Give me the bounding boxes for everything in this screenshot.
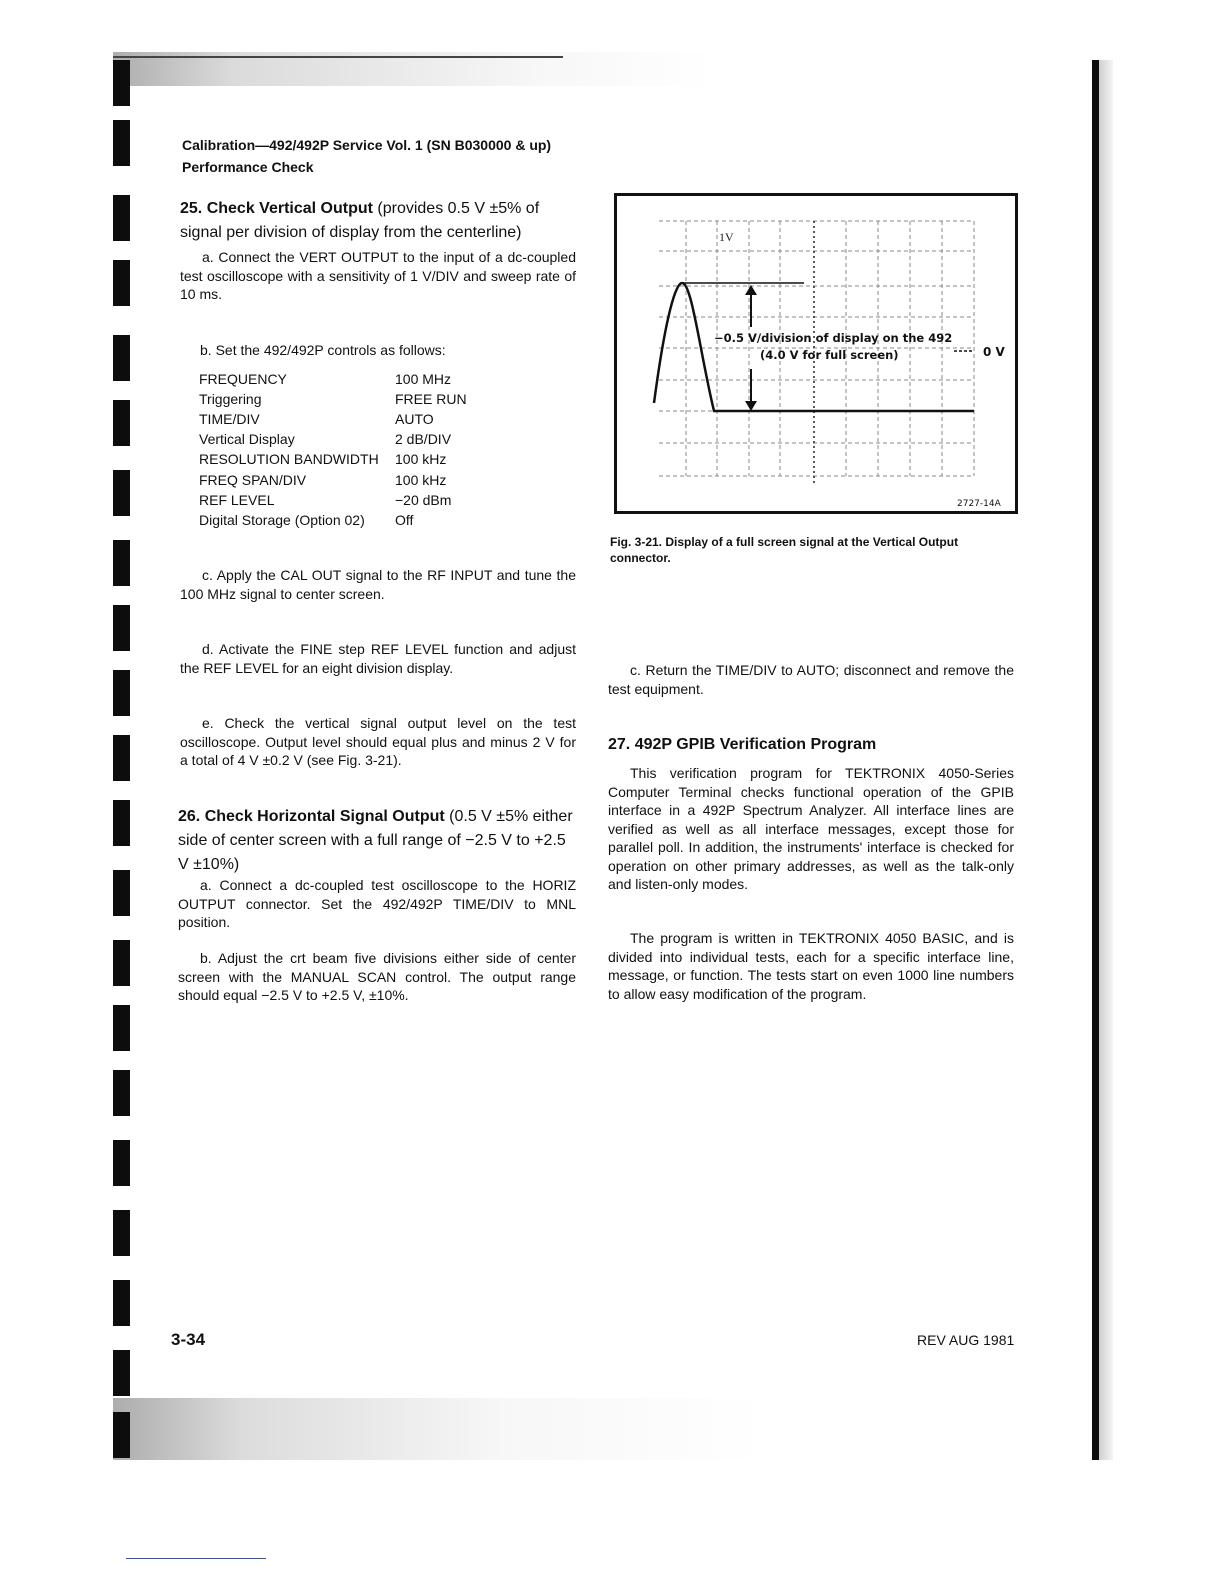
control-name: Vertical Display xyxy=(199,431,295,448)
step-26-b: b. Adjust the crt beam five divisions either side of center screen with the MANUAL SCAN control. The output range should equal −2.5 V to +2.5 V, ±10%. xyxy=(178,950,576,1003)
running-subheader: Performance Check xyxy=(182,159,314,175)
oscilloscope-figure xyxy=(614,193,1018,514)
binder-mark xyxy=(113,1210,130,1256)
scan-shadow-right xyxy=(1099,60,1113,1460)
binder-mark xyxy=(113,1070,130,1116)
control-name: REF LEVEL xyxy=(199,491,275,508)
control-name: Triggering xyxy=(199,391,262,408)
binder-mark xyxy=(113,400,130,446)
step-26-heading xyxy=(178,805,576,877)
control-name: FREQ SPAN/DIV xyxy=(199,471,307,488)
step-26-a: a. Connect a dc-coupled test oscilloscope to the HORIZ OUTPUT connector. Set the 492/492P TIME/DIV to MNL position. xyxy=(178,877,576,930)
binder-mark xyxy=(113,605,130,651)
page-number: 3-34 xyxy=(171,1330,206,1349)
control-name: Digital Storage (Option 02) xyxy=(199,511,365,528)
step-25-heading xyxy=(180,197,576,245)
revision-date: REV AUG 1981 xyxy=(917,1332,1015,1348)
control-name: RESOLUTION BANDWIDTH xyxy=(199,451,379,468)
binder-mark xyxy=(113,195,130,241)
scan-shadow-bottom xyxy=(113,1398,763,1460)
binder-mark xyxy=(113,870,130,916)
step-25-a: a. Connect the VERT OUTPUT to the input of a dc-coupled test oscilloscope with a sensitivity of 1 V/DIV and sweep rate of 10 ms. xyxy=(180,249,576,302)
zero-volt-label: 0 V xyxy=(983,345,1005,359)
step-26-c: c. Return the TIME/DIV to AUTO; disconnect and remove the test equipment. xyxy=(608,662,1014,697)
control-value: 2 dB/DIV xyxy=(395,431,452,448)
control-value: 100 MHz xyxy=(395,371,452,387)
step-26-title: 26. Check Horizontal Signal Output xyxy=(178,808,445,825)
step-26-title-rest: (0.5 V ±5% either side of center screen with a full range of −2.5 V to +2.5 V ±10%) xyxy=(178,808,573,873)
step-25-c: c. Apply the CAL OUT signal to the RF INPUT and tune the 100 MHz signal to center screen. xyxy=(180,567,576,602)
figure-caption: Fig. 3-21. Display of a full screen signal at the Vertical Output connector. xyxy=(610,535,959,565)
scale-label: 1V xyxy=(719,230,734,244)
step-25-b: b. Set the 492/492P controls as follows: xyxy=(200,342,446,358)
control-value: Off xyxy=(395,511,414,528)
control-name: FREQUENCY xyxy=(199,371,287,387)
binder-mark xyxy=(113,735,130,781)
binder-mark xyxy=(113,1005,130,1051)
step-27-title: 27. 492P GPIB Verification Program xyxy=(608,736,877,753)
binder-mark xyxy=(113,800,130,846)
running-header: Calibration—492/492P Service Vol. 1 (SN B030000 & up) xyxy=(182,137,552,153)
binder-mark xyxy=(113,1412,130,1458)
step-27-paragraph-1: This verification program for TEKTRONIX 4050-Series Computer Terminal checks functional operation of the GPIB interface in a 492P Spectrum Analyzer. All interface lines are verified as well as all interface messages, except those for parallel poll. In addition, the instruments' interface is checked for operation on other primary addresses, as well as the talk-only and listen-only modes. xyxy=(608,765,1014,892)
binder-mark xyxy=(113,120,130,166)
annotation-line-2: (4.0 V for full screen) xyxy=(760,348,899,362)
control-value: 100 kHz xyxy=(395,471,447,488)
binder-mark xyxy=(113,540,130,586)
figure-ref-number: 2727-14A xyxy=(957,499,1001,509)
control-value: 100 kHz xyxy=(395,451,447,468)
binding-edge-right xyxy=(1092,60,1099,1460)
binder-mark xyxy=(113,335,130,381)
control-value: −20 dBm xyxy=(395,491,452,508)
binder-mark xyxy=(113,670,130,716)
binder-mark xyxy=(113,1140,130,1186)
binder-mark xyxy=(113,940,130,986)
control-name: TIME/DIV xyxy=(199,411,260,428)
binder-mark xyxy=(113,1280,130,1326)
step-25-title: 25. Check Vertical Output xyxy=(180,200,373,217)
binder-mark xyxy=(113,260,130,306)
step-25-d: d. Activate the FINE step REF LEVEL function and adjust the REF LEVEL for an eight division display. xyxy=(180,641,576,676)
scan-line-top xyxy=(113,56,563,58)
binder-mark xyxy=(113,1350,130,1396)
binder-mark xyxy=(113,60,130,106)
control-value: FREE RUN xyxy=(395,391,467,408)
step-25-title-rest: (provides 0.5 V ±5% of signal per division of display from the centerline) xyxy=(180,200,540,241)
annotation-line-1: −0.5 V/division of display on the 492 xyxy=(714,331,953,345)
step-25-e: e. Check the vertical signal output level on the test oscilloscope. Output level should equal plus and minus 2 V for a total of 4 V ±0.2 V (see Fig. 3-21). xyxy=(180,715,576,768)
control-value: AUTO xyxy=(395,411,434,428)
scan-edge-line xyxy=(126,1558,266,1559)
binder-mark xyxy=(113,470,130,516)
step-27-paragraph-2: The program is written in TEKTRONIX 4050 BASIC, and is divided into individual tests, each for a specific interface line, message, or function. The tests start on even 1000 line numbers to allow easy modification of the program. xyxy=(608,930,1014,1002)
